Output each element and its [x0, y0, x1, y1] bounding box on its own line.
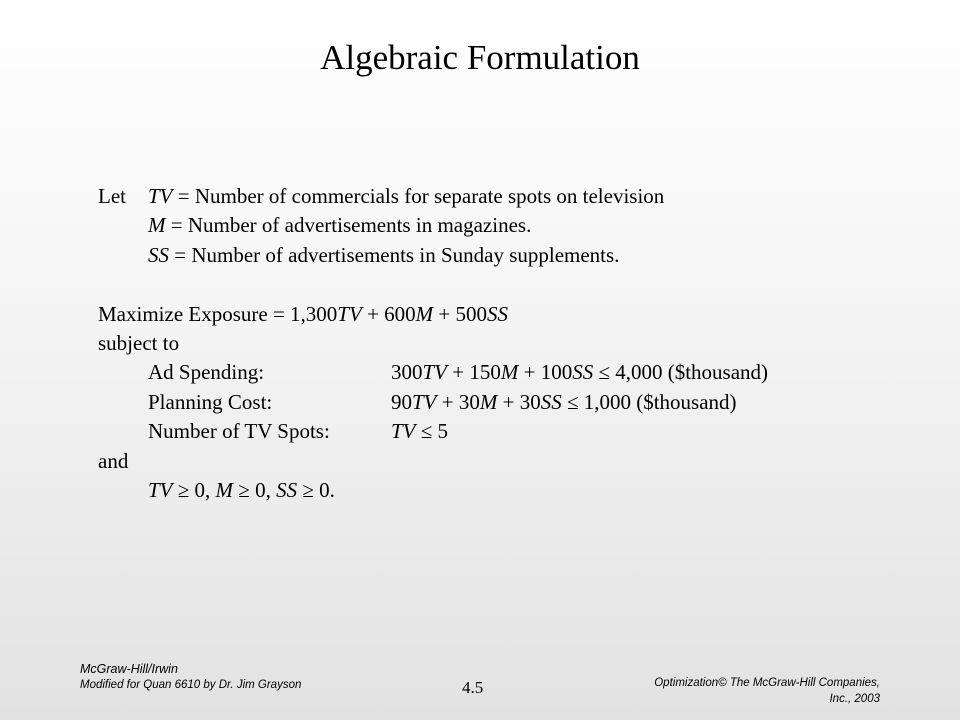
objective-function [98, 300, 918, 329]
constraint-label: Ad Spending: [148, 360, 265, 385]
definition-text-tv: = Number of commercials for separate spots on television [172, 184, 665, 208]
constraint-tv-spots [98, 417, 918, 446]
constraint-planning-cost [98, 388, 918, 417]
publisher-name: McGraw-Hill/Irwin [80, 662, 178, 676]
definition-line-tv [98, 182, 918, 211]
definition-line-m [98, 211, 918, 240]
definition-text-m: = Number of advertisements in magazines. [165, 213, 532, 238]
definition-line-ss [98, 241, 918, 270]
objective-term-3: + 500 [433, 301, 487, 326]
constraint-expression: 90TV + 30M + 30SS ≤ 1,000 ($thousand) [391, 389, 737, 414]
subject-to-label: subject to [98, 330, 180, 355]
page-number: 4.5 [462, 678, 484, 697]
objective-prefix: Maximize Exposure = 1,300 [98, 301, 338, 326]
modified-by-note: Modified for Quan 6610 by Dr. Jim Grayson [80, 679, 302, 691]
let-word: Let [98, 184, 126, 208]
variable-m: M [148, 213, 166, 238]
footer-publisher [80, 661, 301, 693]
nonnegativity-constraints: TV ≥ 0, M ≥ 0, SS ≥ 0. [148, 477, 335, 502]
constraint-ad-spending [98, 358, 918, 387]
slide-title: Algebraic Formulation [320, 38, 640, 77]
copyright-line-1: Optimization© The McGraw-Hill Companies, [654, 677, 880, 689]
constraint-label: Number of TV Spots: [148, 419, 330, 444]
variable-tv: TV [148, 184, 173, 208]
copyright-line-2: Inc., 2003 [829, 693, 880, 705]
objective-var-ss: SS [487, 301, 508, 326]
objective-var-m: M [415, 301, 434, 326]
constraint-expression: 300TV + 150M + 100SS ≤ 4,000 ($thousand) [391, 360, 769, 385]
formulation-body [98, 182, 918, 505]
footer-copyright [654, 675, 880, 707]
objective-var-tv: TV [337, 301, 362, 326]
constraint-label: Planning Cost: [148, 389, 273, 414]
definition-text-ss: = Number of advertisements in Sunday supplements. [169, 242, 620, 267]
and-label: and [98, 448, 129, 473]
objective-term-2: + 600 [361, 301, 416, 326]
constraint-expression: TV ≤ 5 [391, 419, 449, 444]
variable-ss: SS [148, 242, 169, 267]
